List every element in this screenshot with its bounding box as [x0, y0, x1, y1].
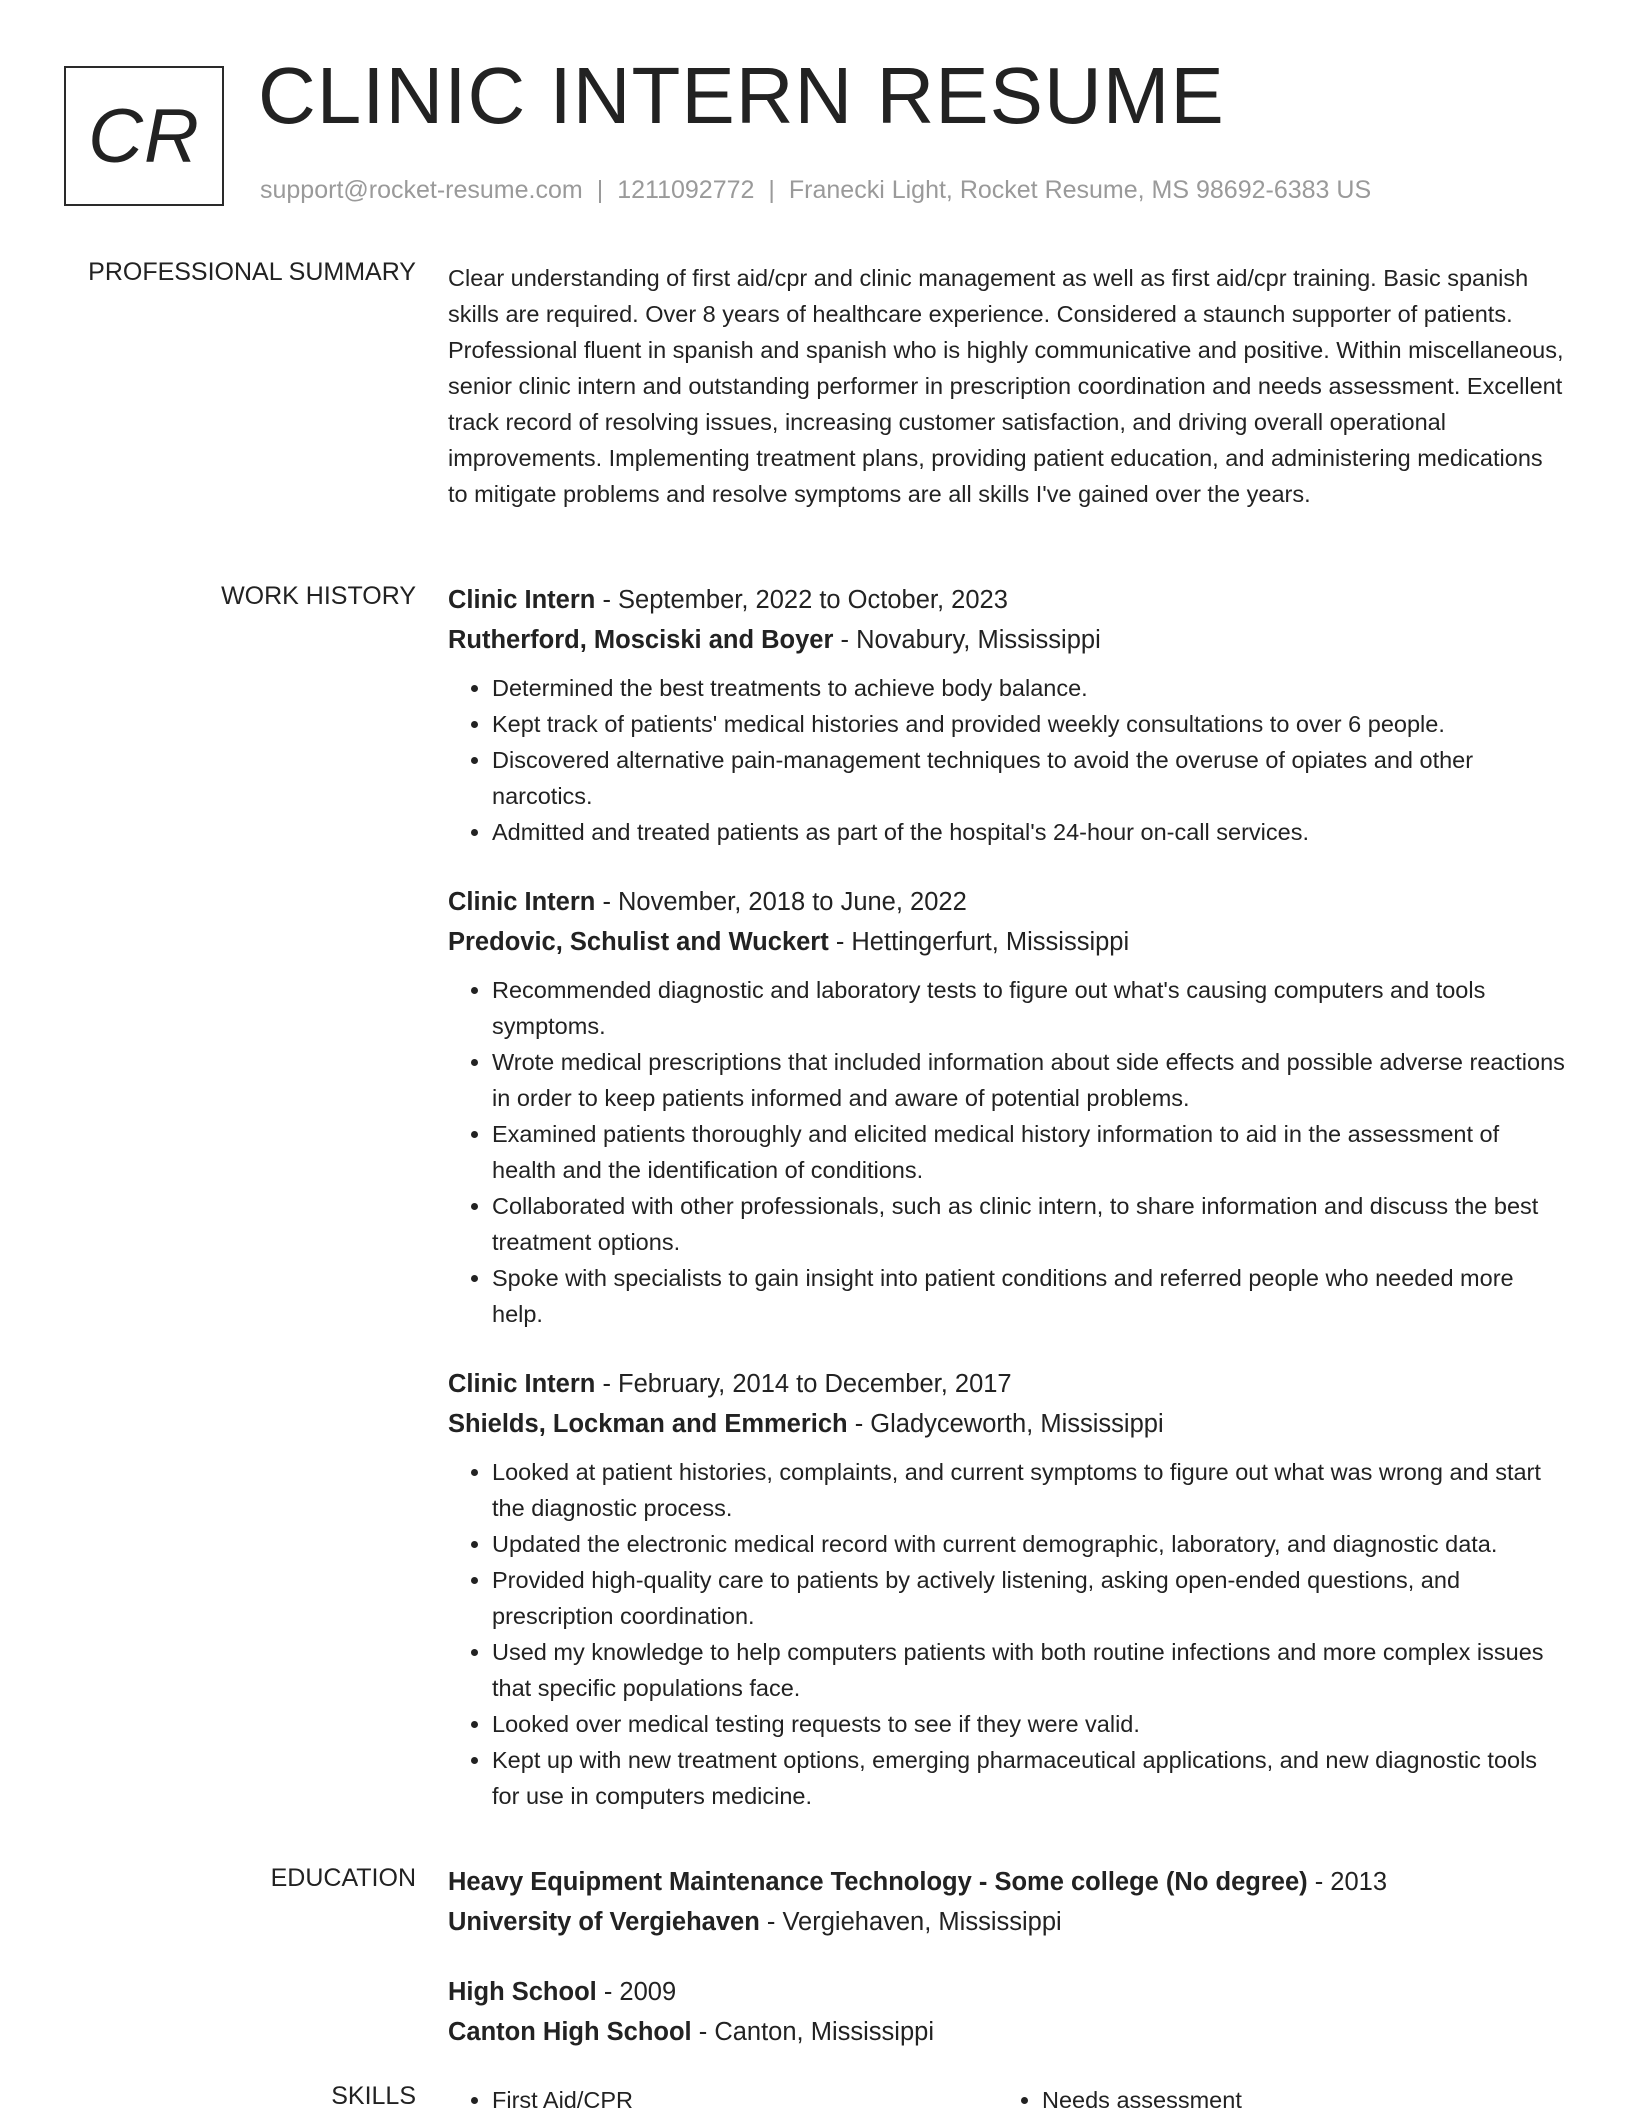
job-title-line — [448, 580, 1568, 620]
education-entry — [448, 1972, 1568, 2052]
job-bullet: • Examined patients thoroughly and elicited medical history information to aid in the assessment of health and the identification of conditions. — [492, 1116, 1568, 1188]
job-bullet: • Used my knowledge to help computers patients with both routine infections and more complex issues that specific populations face. — [492, 1634, 1568, 1706]
work-history-label: WORK HISTORY — [221, 582, 416, 610]
job-bullet: • Looked over medical testing requests to see if they were valid. — [492, 1706, 1568, 1742]
job-entry — [448, 882, 1568, 1332]
job-title: Clinic Intern — [448, 1370, 596, 1398]
education-label: EDUCATION — [270, 1864, 416, 1892]
job-title-line — [448, 882, 1568, 922]
job-title-line — [448, 1364, 1568, 1404]
school-line — [448, 1902, 1568, 1942]
education-entry — [448, 1862, 1568, 1942]
monogram-logo: CR — [64, 66, 224, 206]
skill-item: • First Aid/CPR — [492, 2082, 998, 2118]
job-title: Clinic Intern — [448, 888, 596, 916]
degree-year: - 2013 — [1307, 1868, 1388, 1896]
degree-line — [448, 1862, 1568, 1902]
summary-label: PROFESSIONAL SUMMARY — [88, 258, 416, 286]
degree-name: High School — [448, 1978, 597, 2006]
job-bullets — [448, 670, 1568, 850]
school-location: - Canton, Mississippi — [691, 2018, 934, 2046]
job-entry — [448, 580, 1568, 850]
degree-line — [448, 1972, 1568, 2012]
skills-columns — [448, 2082, 1568, 2118]
job-dates: - November, 2018 to June, 2022 — [595, 888, 967, 916]
resume-title: CLINIC INTERN RESUME — [258, 51, 1225, 140]
job-bullet: • Discovered alternative pain-management techniques to avoid the overuse of opiates and other narcotics. — [492, 742, 1568, 814]
job-location: - Novabury, Mississippi — [833, 626, 1101, 654]
contact-phone: 1211092772 — [617, 176, 755, 204]
job-bullet: • Looked at patient histories, complaints, and current symptoms to figure out what was wrong and start the diagnostic process. — [492, 1454, 1568, 1526]
skills-column-right — [998, 2082, 1548, 2118]
degree-year: - 2009 — [596, 1978, 677, 2006]
job-bullet: • Collaborated with other professionals, such as clinic intern, to share information and discuss the best treatment options. — [492, 1188, 1568, 1260]
summary-text: Clear understanding of first aid/cpr and clinic management as well as first aid/cpr training. Basic spanish skills are required. Over 8 years of healthcare experience. Considered a staunch supporter of patients. Professional fluent in spanish and spanish who is highly communicative and positive. Within miscellaneous, senior clinic intern and outstanding performer in prescription coordination and needs assessment. Excellent track record of resolving issues, increasing customer satisfaction, and driving overall operational improvements. Implementing treatment plans, providing patient education, and administering medications to mitigate problems and resolve symptoms are all skills I've gained over the years. — [448, 265, 1564, 507]
school-name: Canton High School — [448, 2018, 692, 2046]
skills-list — [448, 2082, 998, 2118]
job-bullets — [448, 1454, 1568, 1814]
contact-address: Franecki Light, Rocket Resume, MS 98692-6383 US — [788, 176, 1372, 204]
job-bullet: • Provided high-quality care to patients by actively listening, asking open-ended questions, and prescription coordination. — [492, 1562, 1568, 1634]
job-bullet: • Spoke with specialists to gain insight into patient conditions and referred people who needed more help. — [492, 1260, 1568, 1332]
job-dates: - September, 2022 to October, 2023 — [595, 586, 1008, 614]
skills-list — [998, 2082, 1548, 2118]
contact-separator: | — [596, 176, 604, 204]
job-bullet: • Recommended diagnostic and laboratory tests to figure out what's causing computers and tools symptoms. — [492, 972, 1568, 1044]
degree-name: Heavy Equipment Maintenance Technology - Some college (No degree) — [448, 1868, 1308, 1896]
job-bullet: • Kept track of patients' medical histories and provided weekly consultations to over 6 people. — [492, 706, 1568, 742]
job-title: Clinic Intern — [448, 586, 596, 614]
skill-item: • Needs assessment — [1042, 2082, 1548, 2118]
job-company-line — [448, 620, 1568, 660]
job-entry — [448, 1364, 1568, 1814]
school-name: University of Vergiehaven — [448, 1908, 760, 1936]
job-company: Rutherford, Mosciski and Boyer — [448, 626, 834, 654]
job-dates: - February, 2014 to December, 2017 — [595, 1370, 1012, 1398]
work-history-body — [448, 580, 1568, 1814]
job-location: - Hettingerfurt, Mississippi — [828, 928, 1130, 956]
education-body — [448, 1862, 1568, 2052]
job-bullet: • Admitted and treated patients as part of the hospital's 24-hour on-call services. — [492, 814, 1568, 850]
contact-line — [260, 176, 1371, 205]
school-line — [448, 2012, 1568, 2052]
contact-email: support@rocket-resume.com — [260, 176, 583, 204]
job-company-line — [448, 922, 1568, 962]
contact-separator: | — [768, 176, 775, 204]
job-bullets — [448, 972, 1568, 1332]
job-bullet: • Updated the electronic medical record with current demographic, laboratory, and diagnostic data. — [492, 1526, 1568, 1562]
school-location: - Vergiehaven, Mississippi — [759, 1908, 1062, 1936]
job-company: Predovic, Schulist and Wuckert — [448, 928, 829, 956]
skills-label: SKILLS — [331, 2082, 416, 2110]
job-company: Shields, Lockman and Emmerich — [448, 1410, 848, 1438]
job-bullet: • Wrote medical prescriptions that included information about side effects and possible adverse reactions in order to keep patients informed and aware of potential problems. — [492, 1044, 1568, 1116]
skills-body — [448, 2082, 1568, 2118]
skills-column-left — [448, 2082, 998, 2118]
job-company-line — [448, 1404, 1568, 1444]
job-location: - Gladyceworth, Mississippi — [847, 1410, 1164, 1438]
job-bullet: • Kept up with new treatment options, emerging pharmaceutical applications, and new diagnostic tools for use in computers medicine. — [492, 1742, 1568, 1814]
job-bullet: • Determined the best treatments to achieve body balance. — [492, 670, 1568, 706]
